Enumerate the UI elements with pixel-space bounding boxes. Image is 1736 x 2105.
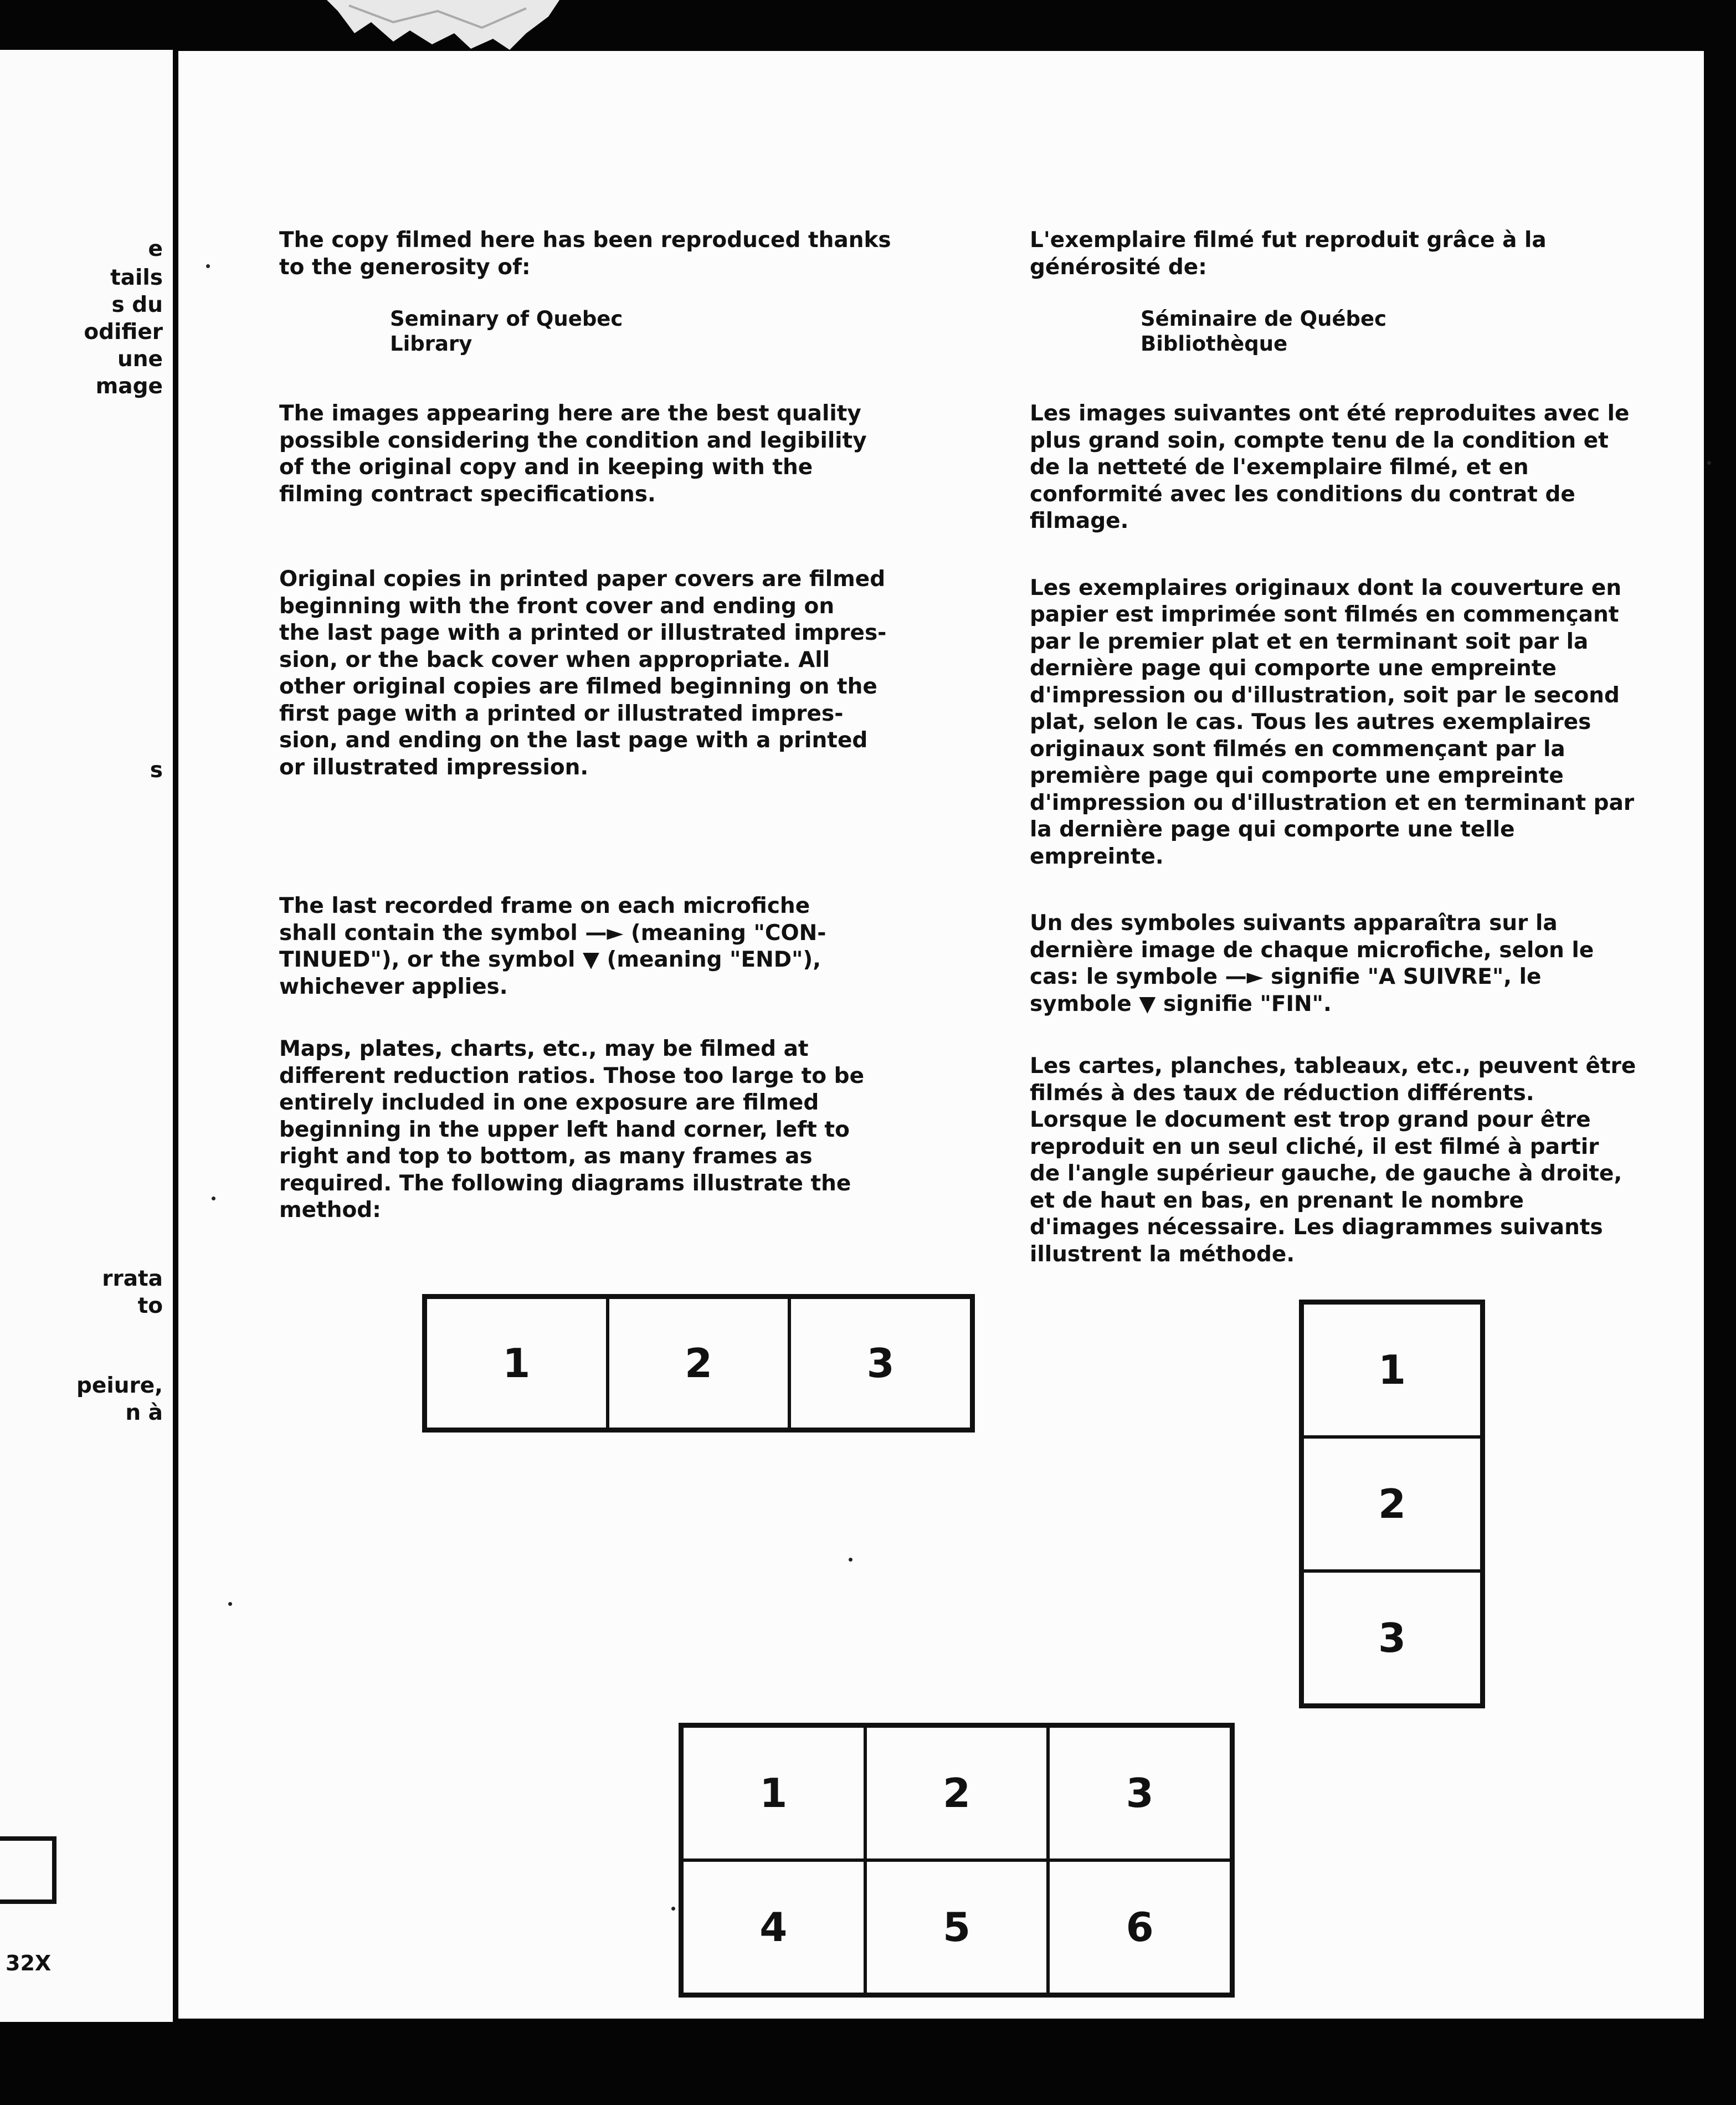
text-line: or illustrated impression. (279, 754, 589, 780)
text-line: générosité de: (1030, 254, 1207, 280)
text-line: filming contract specifications. (279, 481, 656, 507)
french-column (1030, 227, 1645, 1268)
text-line: TINUED"), or the symbol ▼ (meaning "END"), (279, 947, 821, 972)
text-line: première page qui comporte une empreinte (1030, 763, 1564, 788)
resolution-frame-box (0, 1836, 57, 1904)
adjacent-text-fragment: peiure, (76, 1373, 163, 1398)
text-line: different reduction ratios. Those too large to be (279, 1063, 865, 1089)
french-quality-paragraph (1030, 401, 1645, 535)
text-line: Library (390, 332, 472, 356)
scan-speck (671, 1907, 675, 1911)
text-line: possible considering the condition and legibility (279, 428, 867, 453)
text-line: entirely included in one exposure are filmed (279, 1090, 819, 1115)
scan-speck (849, 1558, 852, 1562)
text-line: la dernière page qui comporte une telle (1030, 817, 1515, 842)
french-covers-paragraph (1030, 575, 1645, 871)
adjacent-text-fragment: s du (111, 292, 163, 317)
text-line: dernière page qui comporte une empreinte (1030, 656, 1557, 681)
scan-speck (228, 1602, 232, 1606)
english-covers-paragraph (279, 566, 887, 781)
text-line: dernière image de chaque microfiche, selon le (1030, 937, 1594, 963)
adjacent-text-fragment: mage (95, 374, 163, 399)
adjacent-text-fragment: tails (110, 265, 163, 290)
scan-speck (1707, 461, 1711, 465)
text-line: d'impression ou d'illustration et en terminant par (1030, 790, 1635, 815)
text-line: Bibliothèque (1141, 332, 1288, 356)
text-line: filmés à des taux de réduction différents. (1030, 1080, 1534, 1106)
text-line: of the original copy and in keeping with the (279, 455, 813, 480)
text-line: Seminary of Quebec (390, 307, 623, 331)
frame-cell-3: 3 (1048, 1726, 1231, 1860)
adjacent-text-fragment: odifier (84, 320, 163, 345)
text-line: Les cartes, planches, tableaux, etc., peuvent être (1030, 1054, 1636, 1079)
text-line: the last page with a printed or illustrated impres- (279, 620, 887, 645)
text-line: Séminaire de Québec (1141, 307, 1387, 331)
frame-cell-1: 1 (425, 1297, 608, 1429)
text-line: empreinte. (1030, 844, 1164, 869)
french-intro (1030, 227, 1645, 281)
scan-speck (212, 1197, 215, 1200)
frame-cell-2: 2 (608, 1297, 790, 1429)
text-line: conformité avec les conditions du contrat de (1030, 481, 1575, 507)
adjacent-text-fragment: n à (125, 1400, 163, 1425)
english-credit (390, 306, 883, 356)
frame-cell-5: 5 (865, 1860, 1049, 1994)
adjacent-text-fragment: rrata (102, 1266, 163, 1291)
english-intro (279, 227, 891, 281)
english-maps-paragraph (279, 1036, 883, 1224)
text-line: d'images nécessaire. Les diagrammes suivants (1030, 1215, 1603, 1240)
text-line: required. The following diagrams illustrate the (279, 1170, 851, 1196)
text-line: whichever applies. (279, 974, 508, 999)
text-line: de la netteté de l'exemplaire filmé, et en (1030, 455, 1529, 480)
text-line: de l'angle supérieur gauche, de gauche à droite, (1030, 1161, 1622, 1186)
text-line: other original copies are filmed beginning on the (279, 674, 877, 699)
english-quality-paragraph (279, 401, 883, 508)
text-line: d'impression ou d'illustration, soit par le second (1030, 682, 1620, 708)
adjacent-text-fragment: une (117, 347, 163, 372)
text-line: illustrent la méthode. (1030, 1241, 1295, 1267)
text-line: to the generosity of: (279, 254, 531, 280)
text-line: The last recorded frame on each microfiche (279, 894, 810, 918)
frame-size-label: 32X (6, 1951, 52, 1975)
french-maps-paragraph (1030, 1053, 1645, 1268)
text-line: Maps, plates, charts, etc., may be filmed at (279, 1036, 809, 1061)
text-line: beginning in the upper left hand corner, left to (279, 1117, 850, 1142)
text-line: first page with a printed or illustrated impres- (279, 701, 844, 726)
frame-cell-2: 2 (865, 1726, 1049, 1860)
text-line: papier est imprimée sont filmés en commençant (1030, 602, 1619, 627)
text-line: reproduit en un seul cliché, il est filmé à partir (1030, 1134, 1599, 1159)
text-line: The images appearing here are the best quality (279, 401, 861, 426)
text-line: plus grand soin, compte tenu de la condition et (1030, 428, 1609, 453)
frame-cell-3: 3 (1302, 1571, 1482, 1705)
french-credit (1141, 306, 1645, 356)
english-symbol-paragraph (279, 893, 883, 1000)
text-line: L'exemplaire filmé fut reproduit grâce à la (1030, 228, 1547, 253)
frame-cell-6: 6 (1048, 1860, 1231, 1994)
text-line: plat, selon le cas. Tous les autres exemplaires (1030, 710, 1591, 735)
text-line: filmage. (1030, 509, 1129, 533)
text-line: sion, or the back cover when appropriate. All (279, 647, 830, 672)
french-symbol-paragraph (1030, 910, 1645, 1018)
text-line: shall contain the symbol —► (meaning "CON- (279, 920, 826, 946)
frame-cell-1: 1 (682, 1726, 865, 1860)
text-line: par le premier plat et en terminant soit par la (1030, 629, 1589, 654)
torn-paper-mark (327, 0, 559, 51)
frame-cell-2: 2 (1302, 1437, 1482, 1571)
text-line: The copy filmed here has been reproduced thanks (279, 228, 891, 253)
diagram-column-frames (1299, 1300, 1485, 1708)
adjacent-text-fragment: s (150, 758, 163, 783)
diagram-row-frames (422, 1294, 975, 1433)
adjacent-text-fragment: e (148, 237, 163, 261)
text-line: Lorsque le document est trop grand pour être (1030, 1107, 1591, 1132)
text-line: method: (279, 1198, 381, 1223)
adjacent-text-fragment: to (137, 1293, 163, 1318)
diagram-grid-frames (679, 1723, 1235, 1998)
microfiche-notice-page (178, 51, 1704, 2019)
text-line: et de haut en bas, en prenant le nombre (1030, 1188, 1524, 1213)
frame-cell-4: 4 (682, 1860, 865, 1994)
frame-cell-3: 3 (789, 1297, 972, 1429)
text-line: beginning with the front cover and ending on (279, 593, 835, 619)
adjacent-page-strip (0, 50, 173, 2022)
text-line: right and top to bottom, as many frames as (279, 1144, 813, 1169)
text-line: Les exemplaires originaux dont la couverture en (1030, 575, 1622, 600)
text-line: Les images suivantes ont été reproduites avec le (1030, 401, 1630, 426)
text-line: Un des symboles suivants apparaîtra sur la (1030, 911, 1558, 936)
english-column (279, 227, 891, 1224)
text-line: Original copies in printed paper covers are filmed (279, 567, 886, 592)
scan-speck (206, 264, 210, 268)
text-line: originaux sont filmés en commençant par la (1030, 736, 1565, 762)
text-line: symbole ▼ signifie "FIN". (1030, 991, 1332, 1016)
frame-cell-1: 1 (1302, 1303, 1482, 1437)
text-line: cas: le symbole —► signifie "A SUIVRE", le (1030, 964, 1542, 989)
text-line: sion, and ending on the last page with a printed (279, 728, 868, 753)
